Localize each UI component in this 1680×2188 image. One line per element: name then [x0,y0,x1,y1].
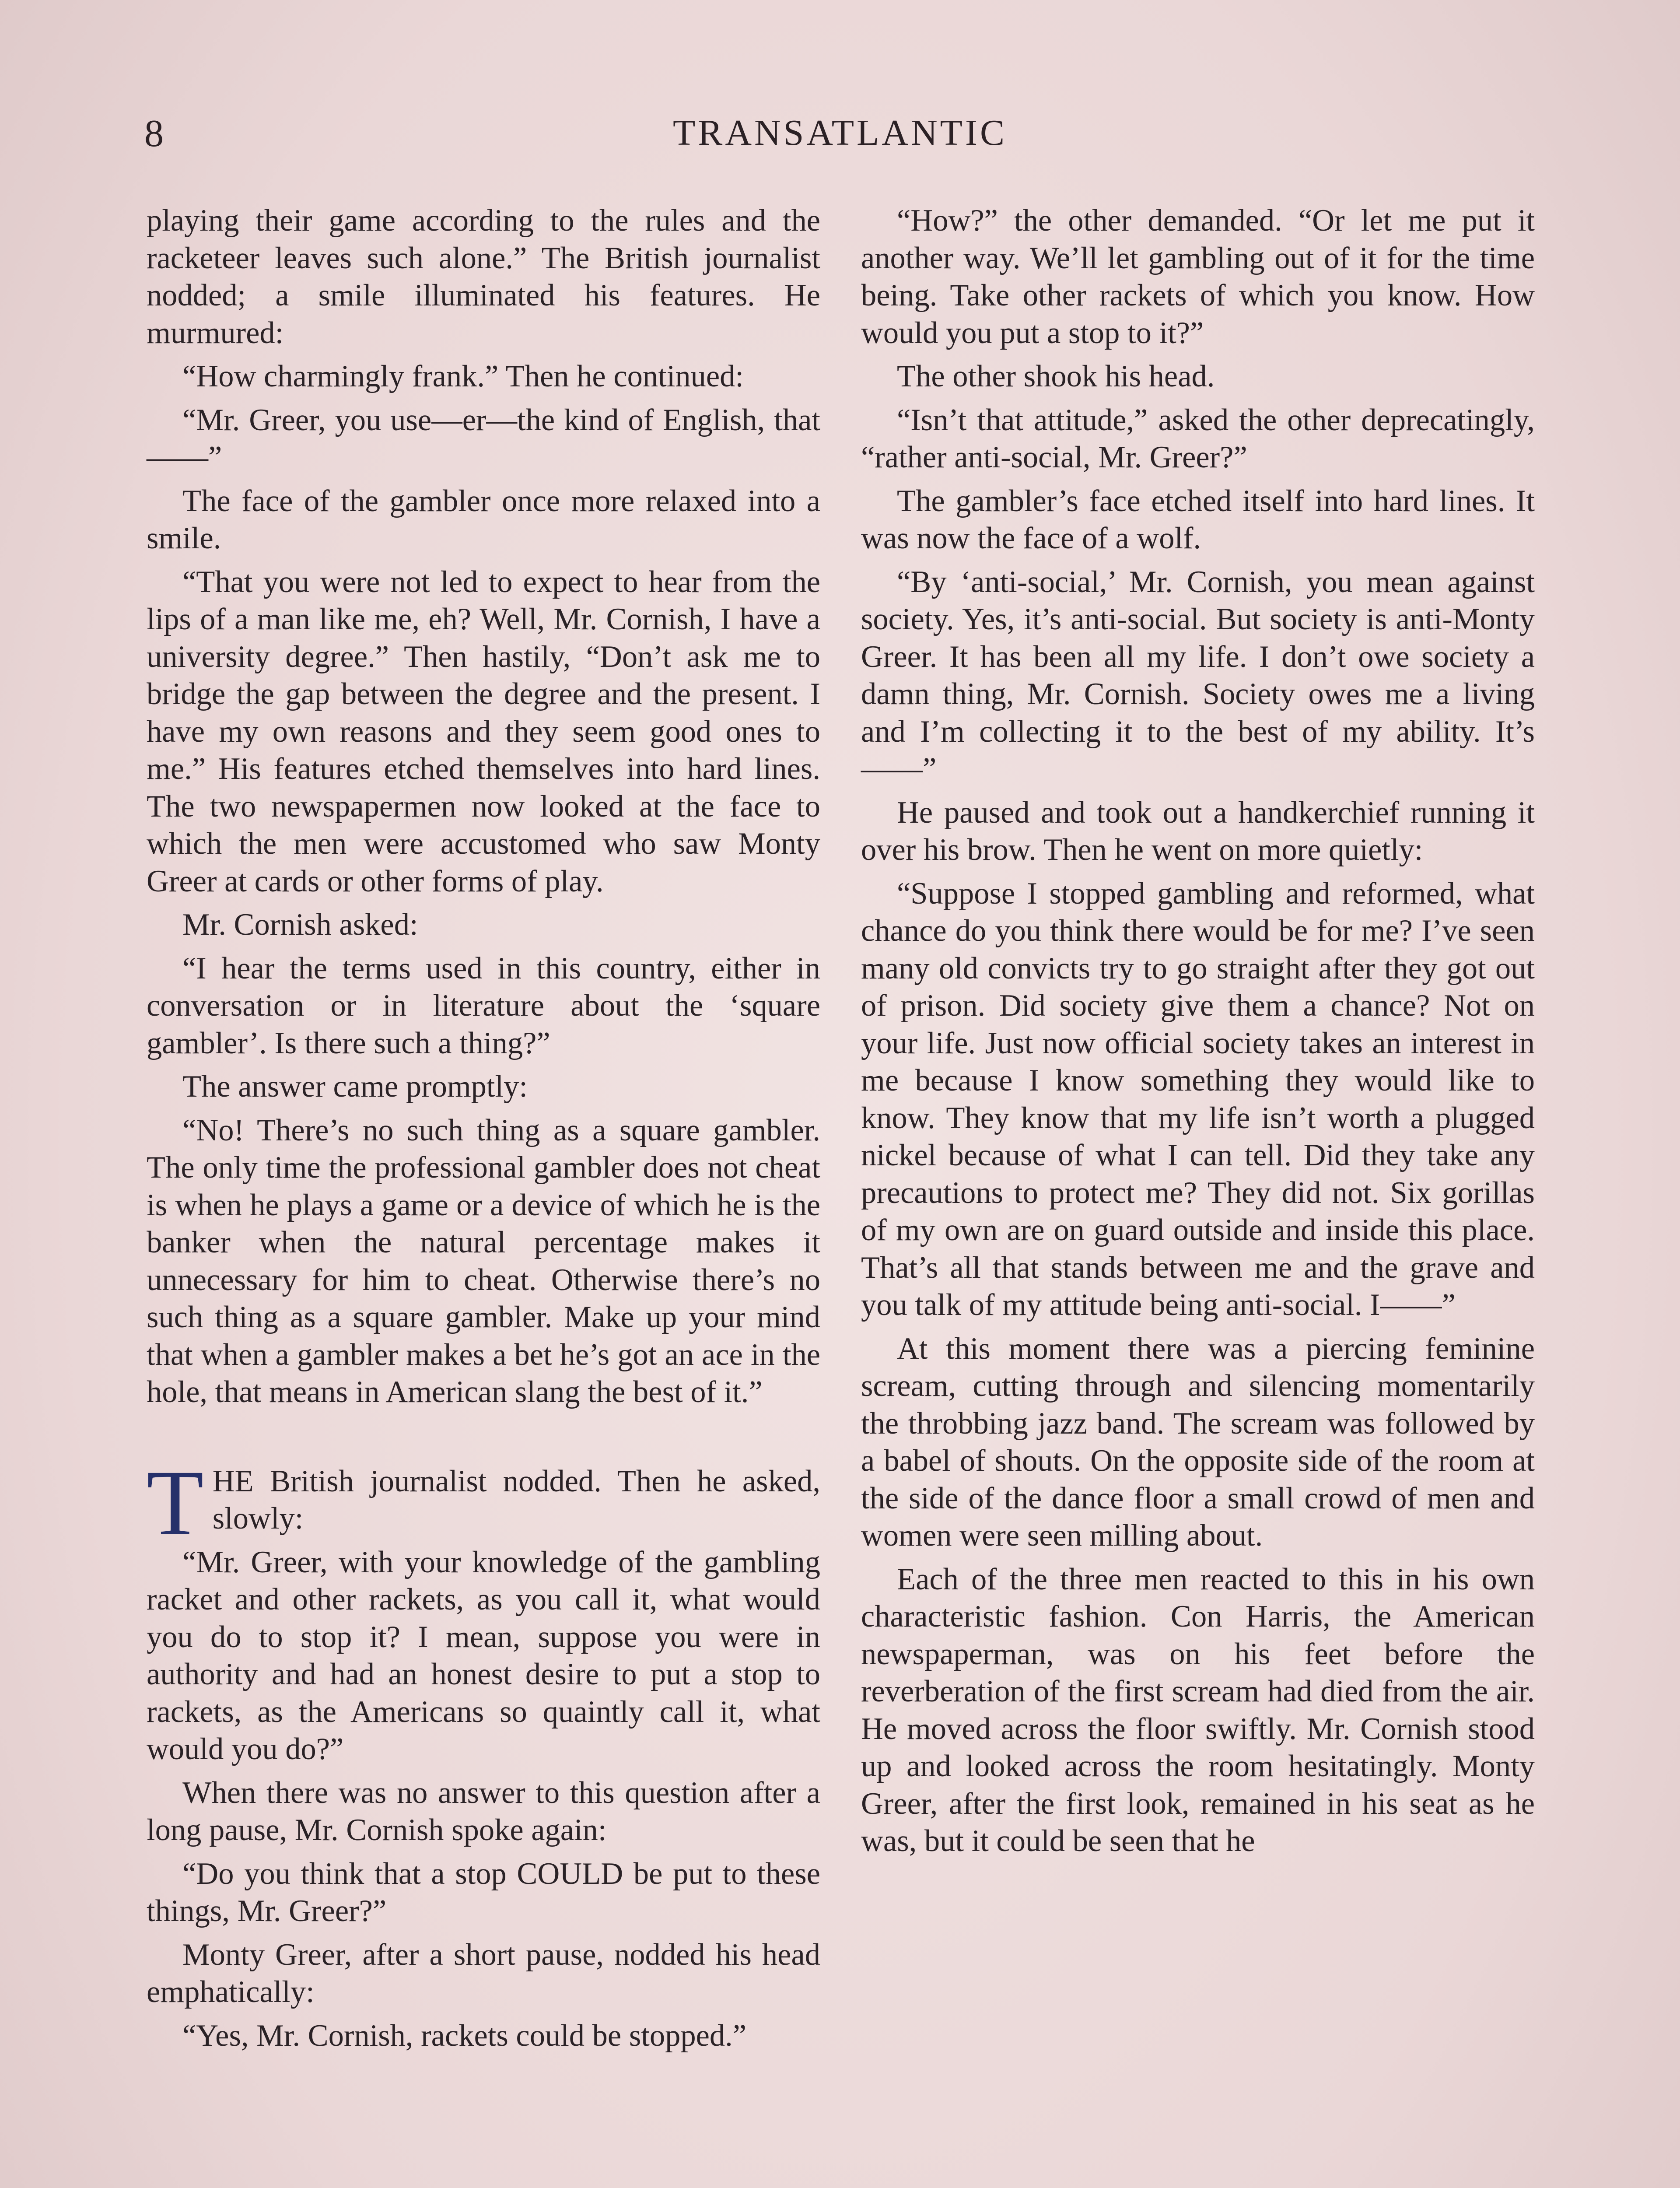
paragraph: “Yes, Mr. Cornish, rackets could be stopped.” [182,2018,747,2053]
paragraph: playing their game according to the rules and the racketeer leaves such alone.” The British journalist nodded; a smile illuminated his features. He murmured: [147,203,820,350]
paragraph: “That you were not led to expect to hear from the lips of a man like me, eh? Well, Mr. Cornish, I have a university degree.” Then hastily, “Don’t ask me to bridge the gap between the degree and the present. I have my own reasons and they seem good ones to me.” His features etched themselves into hard lines. The two newspapermen now looked at the face to which the men were accustomed who saw Monty Greer at cards or other forms of play. [147,565,820,898]
paragraph: “Do you think that a stop COULD be put to these things, Mr. Greer?” [147,1856,820,1928]
right-column [861,202,1535,1866]
paragraph: Each of the three men reacted to this in his own characteristic fashion. Con Harris, the American newspaperman, was on his feet before the reverberation of the first scream had died from the air. He moved across the floor swiftly. Mr. Cornish stood up and looked across the room hesitatingly. Monty Greer, after the first look, remained in his seat as he was, but it could be seen that he [861,1562,1535,1858]
paragraph: “I hear the terms used in this country, either in conversation or in literature about the ‘square gambler’. Is there such a thing?” [147,951,820,1060]
paragraph: The gambler’s face etched itself into hard lines. It was now the face of a wolf. [861,484,1535,555]
drop-cap: T [147,1451,204,1555]
paragraph: “How charmingly frank.” Then he continued: [182,359,744,393]
running-head-title: TRANSATLANTIC [673,112,1007,153]
paragraph: “How?” the other demanded. “Or let me put it another way. We’ll let gambling out of it for the time being. Take other rackets of which you know. How would you put a stop to it?” [861,203,1535,350]
section-opening-text: HE British journalist nodded. Then he asked, slowly: [212,1464,820,1536]
paragraph: He paused and took out a handkerchief running it over his brow. Then he went on more quietly: [861,795,1535,867]
paragraph: “Mr. Greer, with your knowledge of the gambling racket and other rackets, as you call it, what would you do to stop it? I mean, suppose you were in authority and had an honest desire to put a stop to rackets, as the Americans so quaintly call it, what would you do?” [147,1545,820,1766]
paragraph: The answer came promptly: [182,1069,528,1104]
paragraph: “Suppose I stopped gambling and reformed, what chance do you think there would be for me? I’ve seen many old convicts try to go straight after they got out of prison. Did society give them a chance? Not on your life. Just now official society takes an interest in me because I know something they would like to know. They know that my life isn’t worth a plugged nickel because of what I can tell. Did they take any precautions to protect me? They did not. Six gorillas of my own are on guard outside and inside this place. That’s all that stands between me and the grave and you talk of my attitude being anti-social. I——” [861,876,1535,1322]
paragraph: The other shook his head. [897,359,1215,393]
left-column [147,202,820,2061]
paragraph: Monty Greer, after a short pause, nodded his head emphatically: [147,1937,820,2009]
paragraph: At this moment there was a piercing feminine scream, cutting through and silencing momentarily the throbbing jazz band. The scream was followed by a babel of shouts. On the opposite side of the room at the side of the dance floor a small crowd of men and women were seen milling about. [861,1331,1535,1553]
paragraph: Mr. Cornish asked: [182,908,418,942]
page-number: 8 [144,112,164,155]
paragraph: When there was no answer to this question after a long pause, Mr. Cornish spoke again: [147,1775,820,1847]
paragraph: “Isn’t that attitude,” asked the other deprecatingly, “rather anti-social, Mr. Greer?” [861,403,1535,474]
paragraph: The face of the gambler once more relaxed into a smile. [147,484,820,555]
paragraph: “By ‘anti-social,’ Mr. Cornish, you mean against society. Yes, it’s anti-social. But society is anti-Monty Greer. It has been all my life. I don’t owe society a damn thing, Mr. Cornish. Society owes me a living and I’m collecting it to the best of my ability. It’s——” [861,565,1535,786]
paragraph: “No! There’s no such thing as a square gambler. The only time the professional gambler does not cheat is when he plays a game or a device of which he is the banker when the natural percentage makes it unnecessary for him to cheat. Otherwise there’s no such thing as a square gambler. Make up your mind that when a gambler makes a bet he’s got an ace in the hole, that means in American slang the best of it.” [147,1113,820,1409]
section-opening-paragraph [147,1451,820,1555]
paragraph: “Mr. Greer, you use—er—the kind of English, that——” [147,403,820,474]
